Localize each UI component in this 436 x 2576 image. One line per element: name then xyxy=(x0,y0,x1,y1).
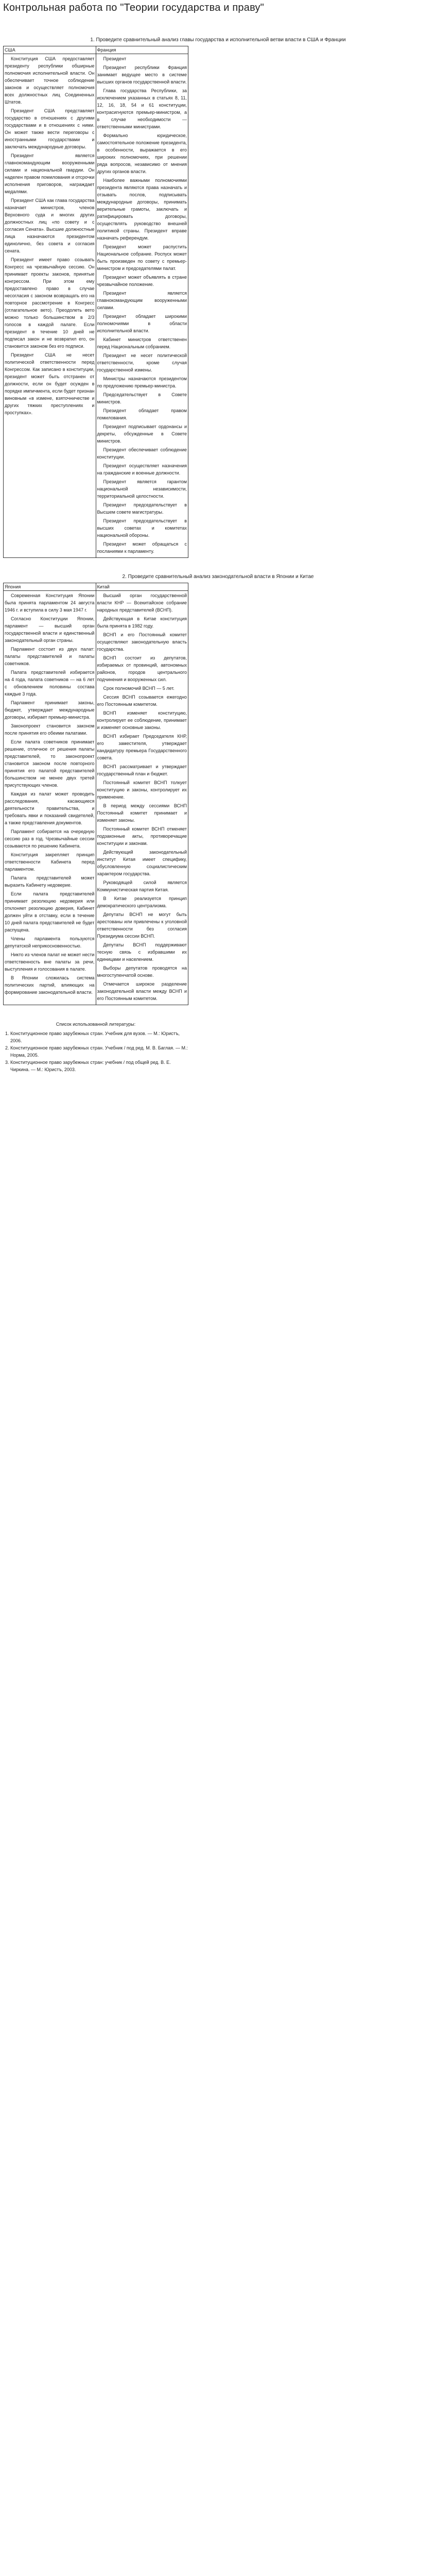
cell-paragraph: ВСНП рассматривает и утверждает государственный план и бюджет. xyxy=(97,764,187,776)
task2-china-cell xyxy=(96,591,188,1005)
cell-paragraph: Президент является главнокомандующим вооруженными силами и национальной гвардии. Он наделен правом помилования и отсрочки исполнения приговоров, награждает медалями. xyxy=(5,153,95,194)
cell-paragraph: Президент может объявлять в стране чрезвычайное положение. xyxy=(97,275,187,287)
cell-paragraph: Члены парламента пользуются депутатской неприкосновенностью. xyxy=(5,936,95,948)
cell-paragraph: Президент США не несет политической ответственности перед Конгрессом. Как записано в конституции, президент может быть отстранен от должности, если он будет осужден в порядке импичмента, если будет признан виновным «в измене, взяточничестве и других тяжких преступлениях и проступках». xyxy=(5,352,95,415)
cell-paragraph: Президент США представляет государство в отношениях с другими государствами и в отношениях с ними. Он может также вести переговоры с иностранными государствами и заключать международные договоры. xyxy=(5,108,95,149)
cell-paragraph: Кабинет министров ответственен перед Национальным собранием. xyxy=(97,337,187,349)
cell-paragraph: Выборы депутатов проводятся на многоступенчатой основе. xyxy=(97,965,187,978)
cell-paragraph: Палата представителей может выразить Кабинету недоверие. xyxy=(5,875,95,888)
references xyxy=(3,1021,188,1073)
task1-france-cell xyxy=(96,54,188,558)
cell-paragraph: Президент xyxy=(103,56,127,61)
cell-paragraph: Президент республики Франция занимает ведущее место в системе высших органов государственной власти. xyxy=(97,65,187,84)
cell-paragraph: Парламент собирается на очередную сессию раз в год. Чрезвычайные сессии созываются по решению Кабинета. xyxy=(5,829,95,849)
task1-usa-cell xyxy=(4,54,96,558)
task2-col-china-header: Китай xyxy=(96,583,188,591)
reference-item: 3. Конституционное право зарубежных стран: учебник / под общей ред. В. Е. Чиркина. — М.: Юристъ, 2003. xyxy=(10,1059,188,1073)
cell-paragraph: Президент обладает широкими полномочиями в области исполнительной власти. xyxy=(97,314,187,333)
task2-col-japan-header: Япония xyxy=(4,583,96,591)
cell-paragraph: ВСНП и его Постоянный комитет осуществляют законодательную власть государства. xyxy=(97,632,187,652)
cell-paragraph: Постоянный комитет ВСНП отменяет подзаконные акты, противоречащие конституции и законам. xyxy=(97,826,187,846)
cell-paragraph: Президент может распустить Национальное собрание. Роспуск может быть произведен по совету с премьер-министром и председателями палат. xyxy=(97,244,187,271)
cell-paragraph: Руководящей силой является Коммунистическая партия Китая. xyxy=(97,880,187,892)
cell-paragraph: Действующий законодательный институт Китая имеет специфику, обусловленную социалистическим характером государства. xyxy=(97,850,187,876)
task2-heading: 2. Проведите сравнительный анализ законодательной власти в Японии и Китае xyxy=(122,574,314,580)
cell-paragraph: Президент имеет право созывать Конгресс на чрезвычайную сессию. Он принимает проекты законов, принятые конгрессом. При этом ему предоставлено право в случае несогласия с законом возвращать его на повторное рассмотрение в Конгресс (отлагательное вето). Преодолеть вето можно только большинством в 2/3 голосов в каждой палате. Если президент в течение 10 дней не подписал закон и не возвратил его, он становится законом без его подписи. xyxy=(5,257,95,349)
cell-paragraph: Отмечается широкое разделение законодательной власти между ВСНП и его Постоянным комитетом. xyxy=(97,981,187,1001)
cell-paragraph: Наиболее важными полномочиями президента являются права назначать и отзывать послов, подписывать международные договоры, принимать верительные грамоты, заключать и ратифицировать договоры, осуществлять руководство внешней политикой страны. Президент вправе назначать референдум. xyxy=(97,178,187,241)
task1-heading: 1. Проведите сравнительный анализ главы государства и исполнительной ветви власти в США и Франции xyxy=(90,37,346,43)
cell-paragraph: Действующая в Китае конституция была принята в 1982 году. xyxy=(97,616,187,629)
cell-paragraph: Если палата представителей принимает резолюцию недоверия или отклоняет резолюцию доверия, Кабинет должен уйти в отставку, если в течение 10 дней палата представителей не будет распущена. xyxy=(5,891,95,933)
task2-table xyxy=(3,583,188,1005)
cell-paragraph: Президент США как глава государства назначает министров, членов Верховного суда и многих других должностных лиц «по совету и с согласия Сената». Высшие должностные лица назначаются президентом единолично, без совета и согласия сената. xyxy=(5,198,95,253)
task2-japan-cell xyxy=(4,591,96,1005)
cell-paragraph: Согласно Конституции Японии, парламент — высший орган государственной власти и единственный законодательный орган страны. xyxy=(5,616,95,643)
cell-paragraph: Конституция США предоставляет президенту республики обширные полномочия исполнительной власти. Он обеспечивает точное соблюдение законов и осуществляет полномочия всех должностных лиц Соединенных Штатов. xyxy=(5,56,95,105)
cell-paragraph: Президент является главнокомандующим вооруженными силами. xyxy=(97,291,187,310)
cell-paragraph: Председательствует в Совете министров. xyxy=(97,392,187,404)
reference-item: 1. Конституционное право зарубежных стран. Учебник для вузов. — М.: Юристъ, 2006. xyxy=(10,1030,188,1044)
cell-paragraph: Парламент состоит из двух палат: палаты представителей и палаты советников. xyxy=(5,647,95,666)
cell-paragraph: Президент председательствует в Высшем совете магистратуры. xyxy=(97,502,187,515)
cell-paragraph: Глава государства Республики, за исключением указанных в статьях 8, 11, 12, 16, 18, 54 и 61 конституции, контрасигнуются премьер-министром, а в случае необходимости — ответственными министрами. xyxy=(97,88,187,129)
task1-col-france-header: Франция xyxy=(96,46,188,54)
references-list xyxy=(3,1030,188,1073)
page xyxy=(0,2,436,1073)
cell-paragraph: Высший орган государственной власти КНР — Всекитайское собрание народных представителей (ВСНП). xyxy=(97,593,187,613)
cell-paragraph: Палата представителей избирается на 4 года, палата советников — на 6 лет с обновлением половины состава каждые 3 года. xyxy=(5,670,95,697)
cell-paragraph: В период между сессиями ВСНП Постоянный комитет принимает и изменяет законы. xyxy=(97,803,187,823)
cell-paragraph: Президент подписывает ордонансы и декреты, обсужденные в Совете министров. xyxy=(97,424,187,444)
cell-paragraph: Депутаты ВСНП не могут быть арестованы или привлечены к уголовной ответственности без согласия Президиума сессии ВСНП. xyxy=(97,912,187,939)
cell-paragraph: ВСНП избирает Председателя КНР, его заместителя, утверждает кандидатуру премьера Государственного совета. xyxy=(97,734,187,760)
task1-table xyxy=(3,46,188,558)
reference-item: 2. Конституционное право зарубежных стран. Учебник / под ред. М. В. Баглая. — М.: Норма, 2005. xyxy=(10,1044,188,1059)
cell-paragraph: Конституция закрепляет принцип ответственности Кабинета перед парламентом. xyxy=(5,852,95,872)
cell-paragraph: Депутаты ВСНП поддерживают тесную связь с избравшими их единицами и населением. xyxy=(97,942,187,962)
cell-paragraph: В Японии сложилась система политических партий, влияющих на формирование законодательной власти. xyxy=(5,975,95,995)
cell-paragraph: Современная Конституция Японии была принята парламентом 24 августа 1946 г. и вступила в силу 3 мая 1947 г. xyxy=(5,593,95,613)
cell-paragraph: Каждая из палат может проводить расследования, касающиеся деятельности правительства, и требовать явки и показаний свидетелей, а также представления документов. xyxy=(5,791,95,825)
cell-paragraph: Президент обеспечивает соблюдение конституции. xyxy=(97,447,187,460)
cell-paragraph: Парламент принимает законы, бюджет, утверждает международные договоры, избирает премьер-министра. xyxy=(5,700,95,720)
cell-paragraph: Сессия ВСНП созывается ежегодно его Постоянным комитетом. xyxy=(97,694,187,707)
cell-paragraph: Президент осуществляет назначения на гражданские и военные должности. xyxy=(97,463,187,476)
cell-paragraph: Никто из членов палат не может нести ответственность вне палаты за речи, выступления и голосования в палате. xyxy=(5,952,95,972)
cell-paragraph: Если палата советников принимает решение, отличное от решения палаты представителей, то законопроект становится законом после повторного принятия его палатой представителей большинством не менее двух третей присутствующих членов. xyxy=(5,739,95,788)
cell-paragraph: Законопроект становится законом после принятия его обеими палатами. xyxy=(5,723,95,736)
task1-col-usa-header: США xyxy=(4,46,96,54)
cell-paragraph: В Китае реализуется принцип демократического централизма. xyxy=(97,896,187,908)
page-title: Контрольная работа по "Теории государства и праву" xyxy=(3,2,264,13)
cell-paragraph: Президент может обращаться с посланиями к парламенту. xyxy=(97,541,187,554)
cell-paragraph: Президент обладает правом помилования. xyxy=(97,408,187,420)
cell-paragraph: ВСНП состоит из депутатов, избираемых от провинций, автономных районов, городов центрального подчинения и вооруженных сил. xyxy=(97,655,187,682)
cell-paragraph: Срок полномочий ВСНП — 5 лет. xyxy=(103,686,175,691)
cell-paragraph: ВСНП изменяет конституцию, контролирует ее соблюдение, принимает и изменяет основные законы. xyxy=(97,710,187,730)
references-heading: Список использованной литературы: xyxy=(56,1022,136,1027)
cell-paragraph: Формально юридическое, самостоятельное положение президента, в особенности, выражается в его широких полномочиях, при решении ряда вопросов, независимо от мнения других органов власти. xyxy=(97,133,187,174)
cell-paragraph: Президент не несет политической ответственности, кроме случая государственной измены. xyxy=(97,353,187,372)
cell-paragraph: Постоянный комитет ВСНП толкует конституцию и законы, контролирует их применение. xyxy=(97,780,187,800)
cell-paragraph: Министры назначаются президентом по предложению премьер-министра. xyxy=(97,376,187,388)
cell-paragraph: Президент является гарантом национальной независимости, территориальной целостности. xyxy=(97,479,187,499)
cell-paragraph: Президент председательствует в высших советах и комитетах национальной обороны. xyxy=(97,518,187,538)
